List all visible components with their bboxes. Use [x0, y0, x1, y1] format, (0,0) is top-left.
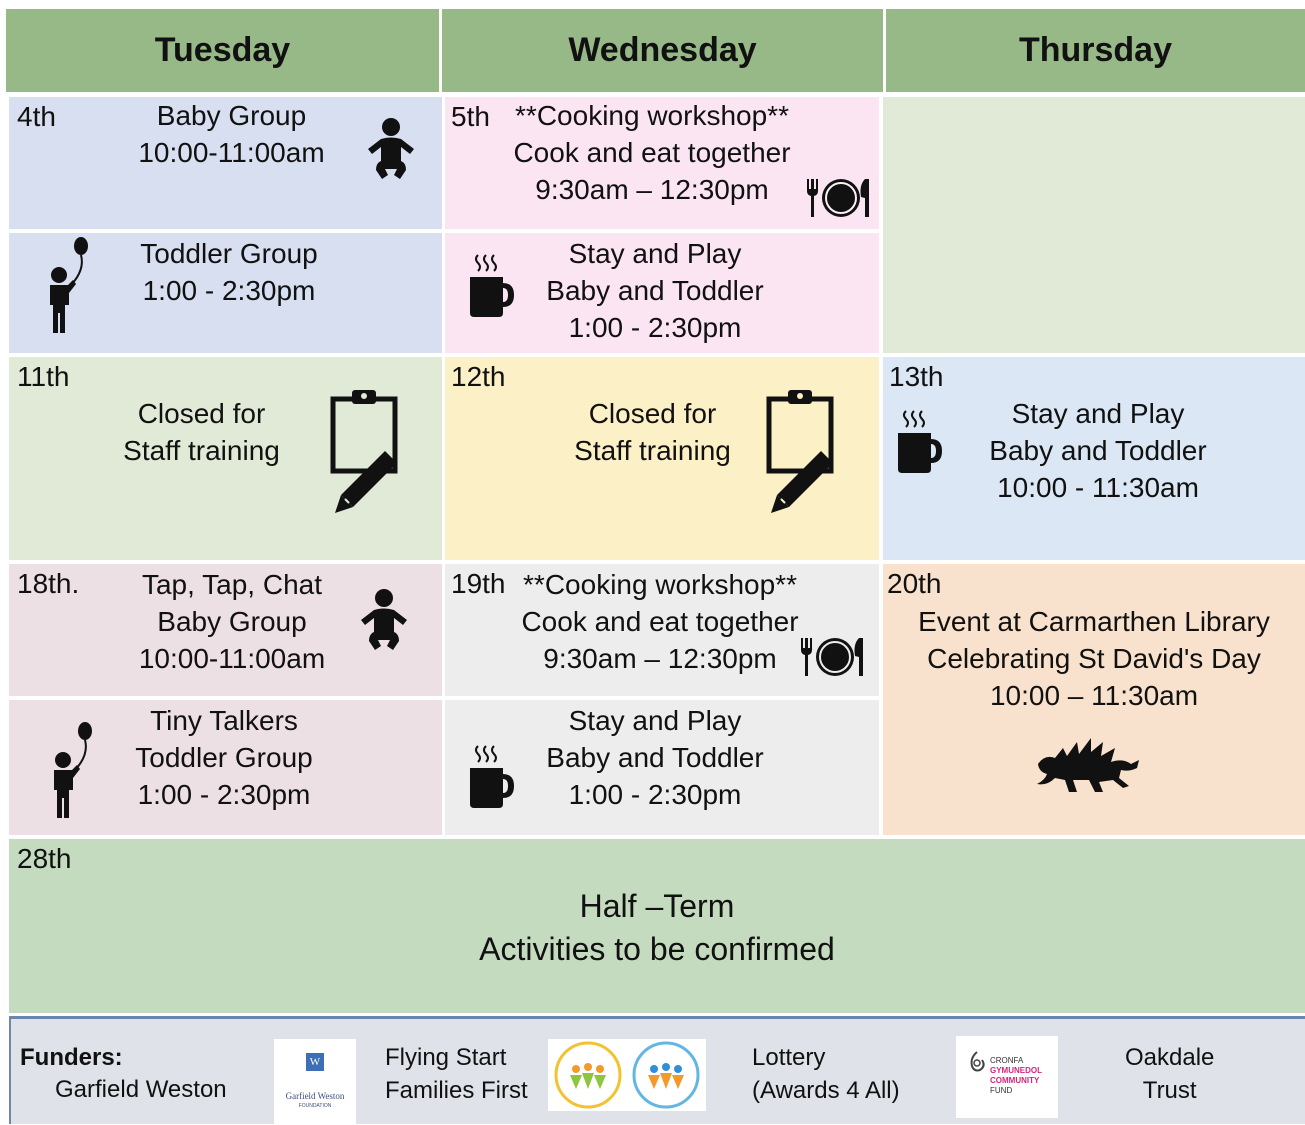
funder-line: (Awards 4 All) [752, 1077, 900, 1104]
header-tuesday-label: Tuesday [154, 31, 291, 69]
child-balloon-icon [41, 235, 93, 335]
date-label: 19th [451, 568, 506, 599]
event-text [893, 603, 1295, 714]
date-label: 13th [889, 361, 944, 392]
child-balloon-icon [45, 720, 97, 820]
event-line: Event at Carmarthen Library [918, 606, 1270, 637]
logo-line: CRONFA [990, 1056, 1024, 1065]
event-cell-thu-week1-empty [883, 97, 1305, 353]
event-line: Tiny Talkers [150, 705, 298, 736]
event-cell-thu-20th [883, 564, 1305, 835]
event-line: 10:00 – 11:30am [989, 680, 1199, 711]
event-line: Staff training [574, 435, 731, 466]
event-text [500, 566, 820, 677]
event-line: Closed for [137, 398, 266, 429]
funder-flying-start [385, 1041, 528, 1107]
event-cell-tue-11th [9, 357, 442, 560]
event-line: Staff training [123, 435, 280, 466]
funders-footer [9, 1016, 1305, 1124]
funder-line: Families First [385, 1077, 528, 1104]
logo-line: COMMUNITY [990, 1076, 1040, 1085]
event-line: 1:00 - 2:30pm [568, 779, 742, 810]
event-cell-tue-18th-pm [9, 700, 442, 835]
hot-drink-icon [895, 409, 945, 475]
event-line: Toddler Group [140, 238, 318, 269]
hot-drink-icon [467, 744, 517, 810]
event-cell-tue-18th-am [9, 564, 442, 696]
event-cell-wed-19th-pm [445, 700, 879, 835]
event-line: Stay and Play [1011, 398, 1185, 429]
event-cell-wed-19th-am [445, 564, 879, 696]
event-text [963, 395, 1233, 506]
event-line: Baby Group [157, 606, 307, 637]
hot-drink-icon [467, 253, 517, 319]
date-label: 20th [887, 568, 942, 599]
event-line: Baby and Toddler [989, 435, 1207, 466]
event-line: Celebrating St David's Day [927, 643, 1261, 674]
plate-cutlery-icon [803, 177, 878, 219]
funder-line: Flying Start [385, 1044, 507, 1071]
event-line: 10:00-11:00am [138, 643, 326, 674]
lottery-fingers-icon [966, 1050, 988, 1076]
event-text [89, 97, 374, 171]
event-line: 9:30am – 12:30pm [535, 174, 769, 205]
event-line: Toddler Group [135, 742, 313, 773]
event-cell-tue-4th-am [9, 97, 442, 229]
funder-lottery [752, 1041, 900, 1107]
event-line: Cook and eat together [521, 606, 799, 637]
baby-icon [366, 117, 416, 181]
event-text [9, 885, 1305, 971]
date-label: 12th [451, 361, 506, 392]
date-label: 18th. [17, 568, 80, 599]
event-line: 9:30am – 12:30pm [543, 643, 777, 674]
date-label: 5th [451, 101, 490, 132]
logo-line: FUND [990, 1086, 1013, 1095]
event-text [545, 395, 760, 469]
garfield-weston-logo-text: Garfield Weston [285, 1091, 345, 1101]
funder-line: Oakdale [1125, 1044, 1215, 1071]
plate-cutlery-icon [797, 636, 872, 678]
header-thursday-label: Thursday [1018, 31, 1173, 69]
event-line: 1:00 - 2:30pm [142, 275, 316, 306]
header-wednesday-label: Wednesday [568, 31, 757, 69]
funder-line: Trust [1142, 1077, 1197, 1104]
event-line: Half –Term [579, 888, 735, 924]
garfield-weston-logo-subtext: FOUNDATION [298, 1103, 332, 1109]
date-label: 4th [17, 101, 56, 132]
event-cell-wed-5th-am [445, 97, 879, 229]
garfield-weston-logo [274, 1039, 356, 1125]
baby-icon [359, 588, 409, 652]
date-label: 28th [17, 843, 72, 874]
event-line: Baby Group [156, 100, 307, 131]
clipboard-pencil-icon [763, 387, 839, 515]
funders-heading: Funders: [20, 1044, 123, 1071]
event-line: **Cooking workshop** [515, 100, 789, 131]
event-text [109, 702, 339, 813]
header-tuesday [6, 9, 439, 92]
header-wednesday [442, 9, 883, 92]
families-first-flying-start-logo [548, 1039, 706, 1111]
garfield-weston-emblem: W [306, 1053, 324, 1071]
welsh-dragon-icon [1033, 734, 1143, 796]
header-thursday [886, 9, 1305, 92]
clipboard-pencil-icon [327, 387, 403, 515]
event-text [487, 97, 817, 208]
event-line: Cook and eat together [513, 137, 791, 168]
event-cell-wed-5th-pm [445, 233, 879, 353]
community-fund-logo [956, 1036, 1058, 1118]
event-line: Tap, Tap, Chat [141, 569, 323, 600]
event-line: 1:00 - 2:30pm [568, 312, 742, 343]
event-line: Activities to be confirmed [479, 931, 835, 967]
event-line: Stay and Play [568, 705, 742, 736]
event-text [107, 566, 357, 677]
event-line: 10:00 - 11:30am [997, 472, 1199, 503]
event-text [99, 235, 359, 309]
event-line: 10:00-11:00am [138, 137, 325, 168]
event-cell-wed-12th [445, 357, 879, 560]
event-line: Baby and Toddler [546, 742, 764, 773]
event-text [525, 235, 785, 346]
funder-garfield-weston: Garfield Weston [55, 1076, 227, 1103]
event-line: Baby and Toddler [546, 275, 764, 306]
logo-line: GYMUNEDOL [990, 1066, 1042, 1075]
event-line: Stay and Play [568, 238, 742, 269]
event-line: 1:00 - 2:30pm [137, 779, 311, 810]
event-line: Closed for [588, 398, 717, 429]
funder-oakdale-trust [1125, 1041, 1214, 1107]
event-cell-28th-half-term [9, 839, 1305, 1013]
event-line: **Cooking workshop** [523, 569, 797, 600]
community-fund-text [990, 1056, 1042, 1096]
date-label: 11th [17, 361, 70, 392]
event-cell-tue-4th-pm [9, 233, 442, 353]
event-text [525, 702, 785, 813]
event-cell-thu-13th [883, 357, 1305, 560]
funder-line: Lottery [752, 1044, 826, 1071]
event-text [94, 395, 309, 469]
